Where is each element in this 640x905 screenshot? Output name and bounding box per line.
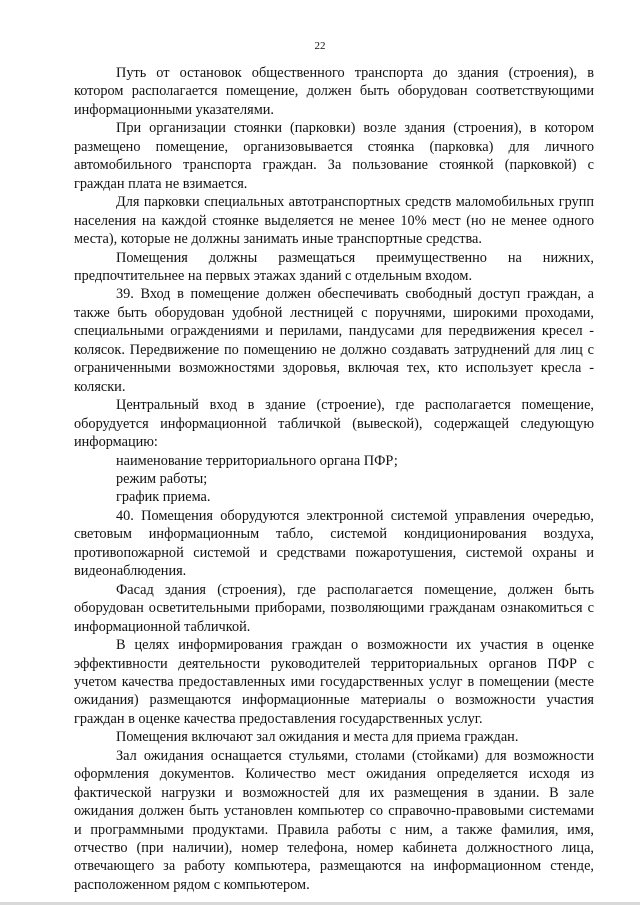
paragraph-40-equipment: 40. Помещения оборудуются электронной системой управления очередью, световым информационным табло, системой кондиционирования воздуха, противопожарной системой и средствами пожаротушения, системой охраны и видеонаблюдения.	[74, 507, 594, 580]
paragraph-evaluation-info: В целях информирования граждан о возможности их участия в оценке эффективности деятельности руководителей территориальных органов ПФР с учетом качества предоставленных ими государственных услуг в помещении (месте ожидания) размещаются информационные материалы о возможности участия граждан в оценке качества предоставления государственных услуг.	[74, 637, 594, 727]
paragraph-route-signs: Путь от остановок общественного транспорта до здания (строения), в котором располагается помещение, должен быть оборудован соответствующими информационными указателями.	[74, 65, 594, 118]
list-item-reception-schedule: график приема.	[116, 489, 211, 506]
paragraph-facade: Фасад здания (строения), где располагается помещение, должен быть оборудован осветительными приборами, позволяющими гражданам ознакомиться с информационной табличкой.	[74, 581, 594, 635]
paragraph-39-entrance: 39. Вход в помещение должен обеспечивать свободный доступ граждан, а также быть оборудован удобной лестницей с поручнями, широкими проходами, специальными ограждениями и перилами, пандусами для передвижения кресел - колясок. Передвижение по помещению не должно создавать затруднений для лиц с ограниченными возможностями здоровья, включая тех, кто использует кресла - коляски.	[74, 286, 594, 395]
paragraph-parking: При организации стоянки (парковки) возле здания (строения), в котором размещено помещение, организовывается стоянка (парковка) для личного автомобильного транспорта граждан. За пользование стоянкой (парковкой) с граждан плата не взимается.	[74, 120, 594, 192]
paragraph-floor-placement: Помещения должны размещаться преимущественно на нижних, предпочтительнее на первых этажах зданий с отдельным входом.	[74, 249, 594, 284]
page-number: 22	[314, 40, 326, 52]
paragraph-rooms: Помещения включают зал ожидания и места для приема граждан.	[116, 729, 519, 746]
document-body	[74, 64, 594, 894]
list-item-organ-name: наименование территориального органа ПФР;	[116, 452, 398, 469]
list-item-work-hours: режим работы;	[116, 470, 208, 487]
paragraph-central-entrance: Центральный вход в здание (строение), где располагается помещение, оборудуется информационной табличкой (вывеской), содержащей следующую информацию:	[74, 397, 594, 451]
paragraph-disabled-parking: Для парковки специальных автотранспортных средств маломобильных групп населения на каждой стоянке выделяется не менее 10% мест (но не менее одного места), которые не должны занимать иные транспортные средства.	[74, 194, 594, 248]
paragraph-waiting-hall: Зал ожидания оснащается стульями, столами (стойками) для возможности оформления документов. Количество мест ожидания определяется исходя из фактической нагрузки и возможностей для их размещения в здании. В зале ожидания должен быть установлен компьютер со справочно-правовыми системами и программными продуктами. Правила работы с ним, а также фамилия, имя, отчество (при наличии), номер телефона, номер кабинета должностного лица, отвечающего за работу компьютера, размещаются на информационном стенде, расположенном рядом с компьютером.	[74, 747, 594, 893]
